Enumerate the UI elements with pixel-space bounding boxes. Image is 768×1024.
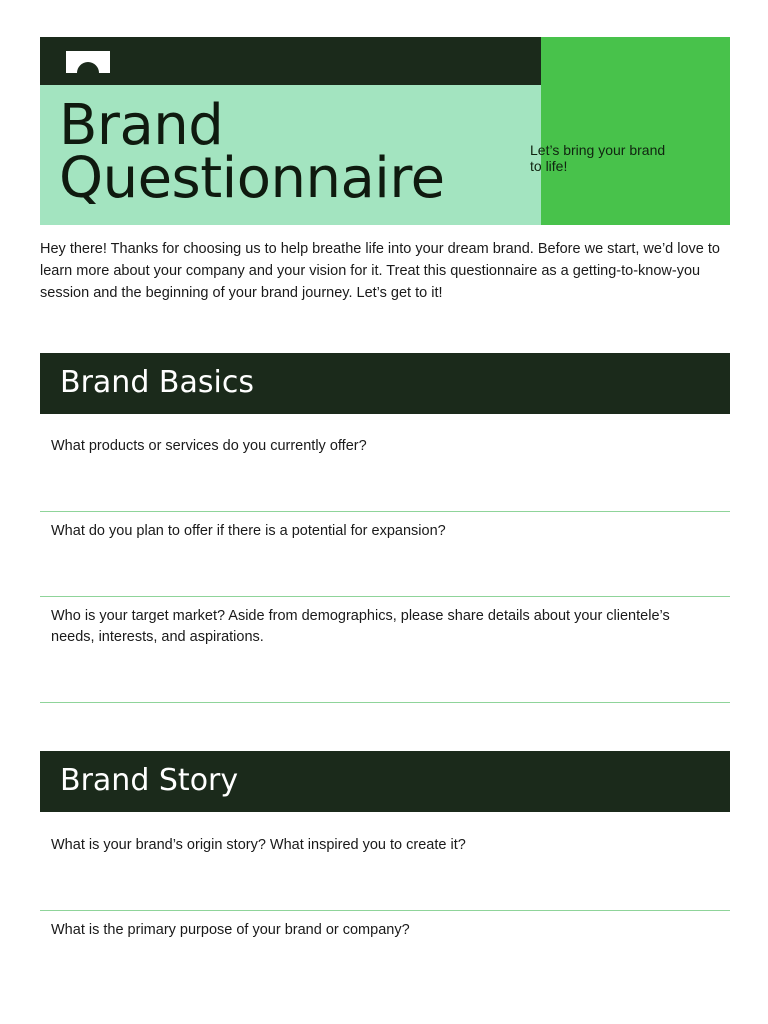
page-title	[59, 93, 445, 211]
answer-line	[40, 910, 730, 911]
question-primary-purpose: What is the primary purpose of your brand or company?	[51, 922, 410, 938]
question-expansion: What do you plan to offer if there is a potential for expansion?	[51, 523, 446, 539]
section-title: Brand Story	[60, 763, 239, 798]
question-origin-story: What is your brand’s origin story? What inspired you to create it?	[51, 837, 466, 853]
answer-line	[40, 702, 730, 703]
title-line-1: Brand	[59, 93, 224, 158]
title-line-2: Questionnaire	[59, 146, 445, 211]
question-target-market: Who is your target market? Aside from demographics, please share details about your clientele’s needs, interests, and aspirations.	[51, 608, 670, 645]
intro-paragraph: Hey there! Thanks for choosing us to help breathe life into your dream brand. Before we start, we’d love to learn more about your company and your vision for it. Treat this questionnaire as a getting-to-know-you session and the beginning of your brand journey. Let’s get to it!	[40, 241, 720, 301]
answer-line	[40, 511, 730, 512]
section-title: Brand Basics	[60, 365, 254, 400]
tagline: Let’s bring your brand to life!	[530, 142, 666, 174]
header-green-panel	[541, 37, 730, 225]
section-header-brand-basics	[40, 353, 730, 414]
header-dark-band	[40, 37, 541, 85]
question-products-services: What products or services do you currently offer?	[51, 438, 367, 454]
header-banner	[40, 37, 730, 225]
arch-logo-icon	[66, 51, 110, 73]
answer-line	[40, 596, 730, 597]
section-header-brand-story	[40, 751, 730, 812]
